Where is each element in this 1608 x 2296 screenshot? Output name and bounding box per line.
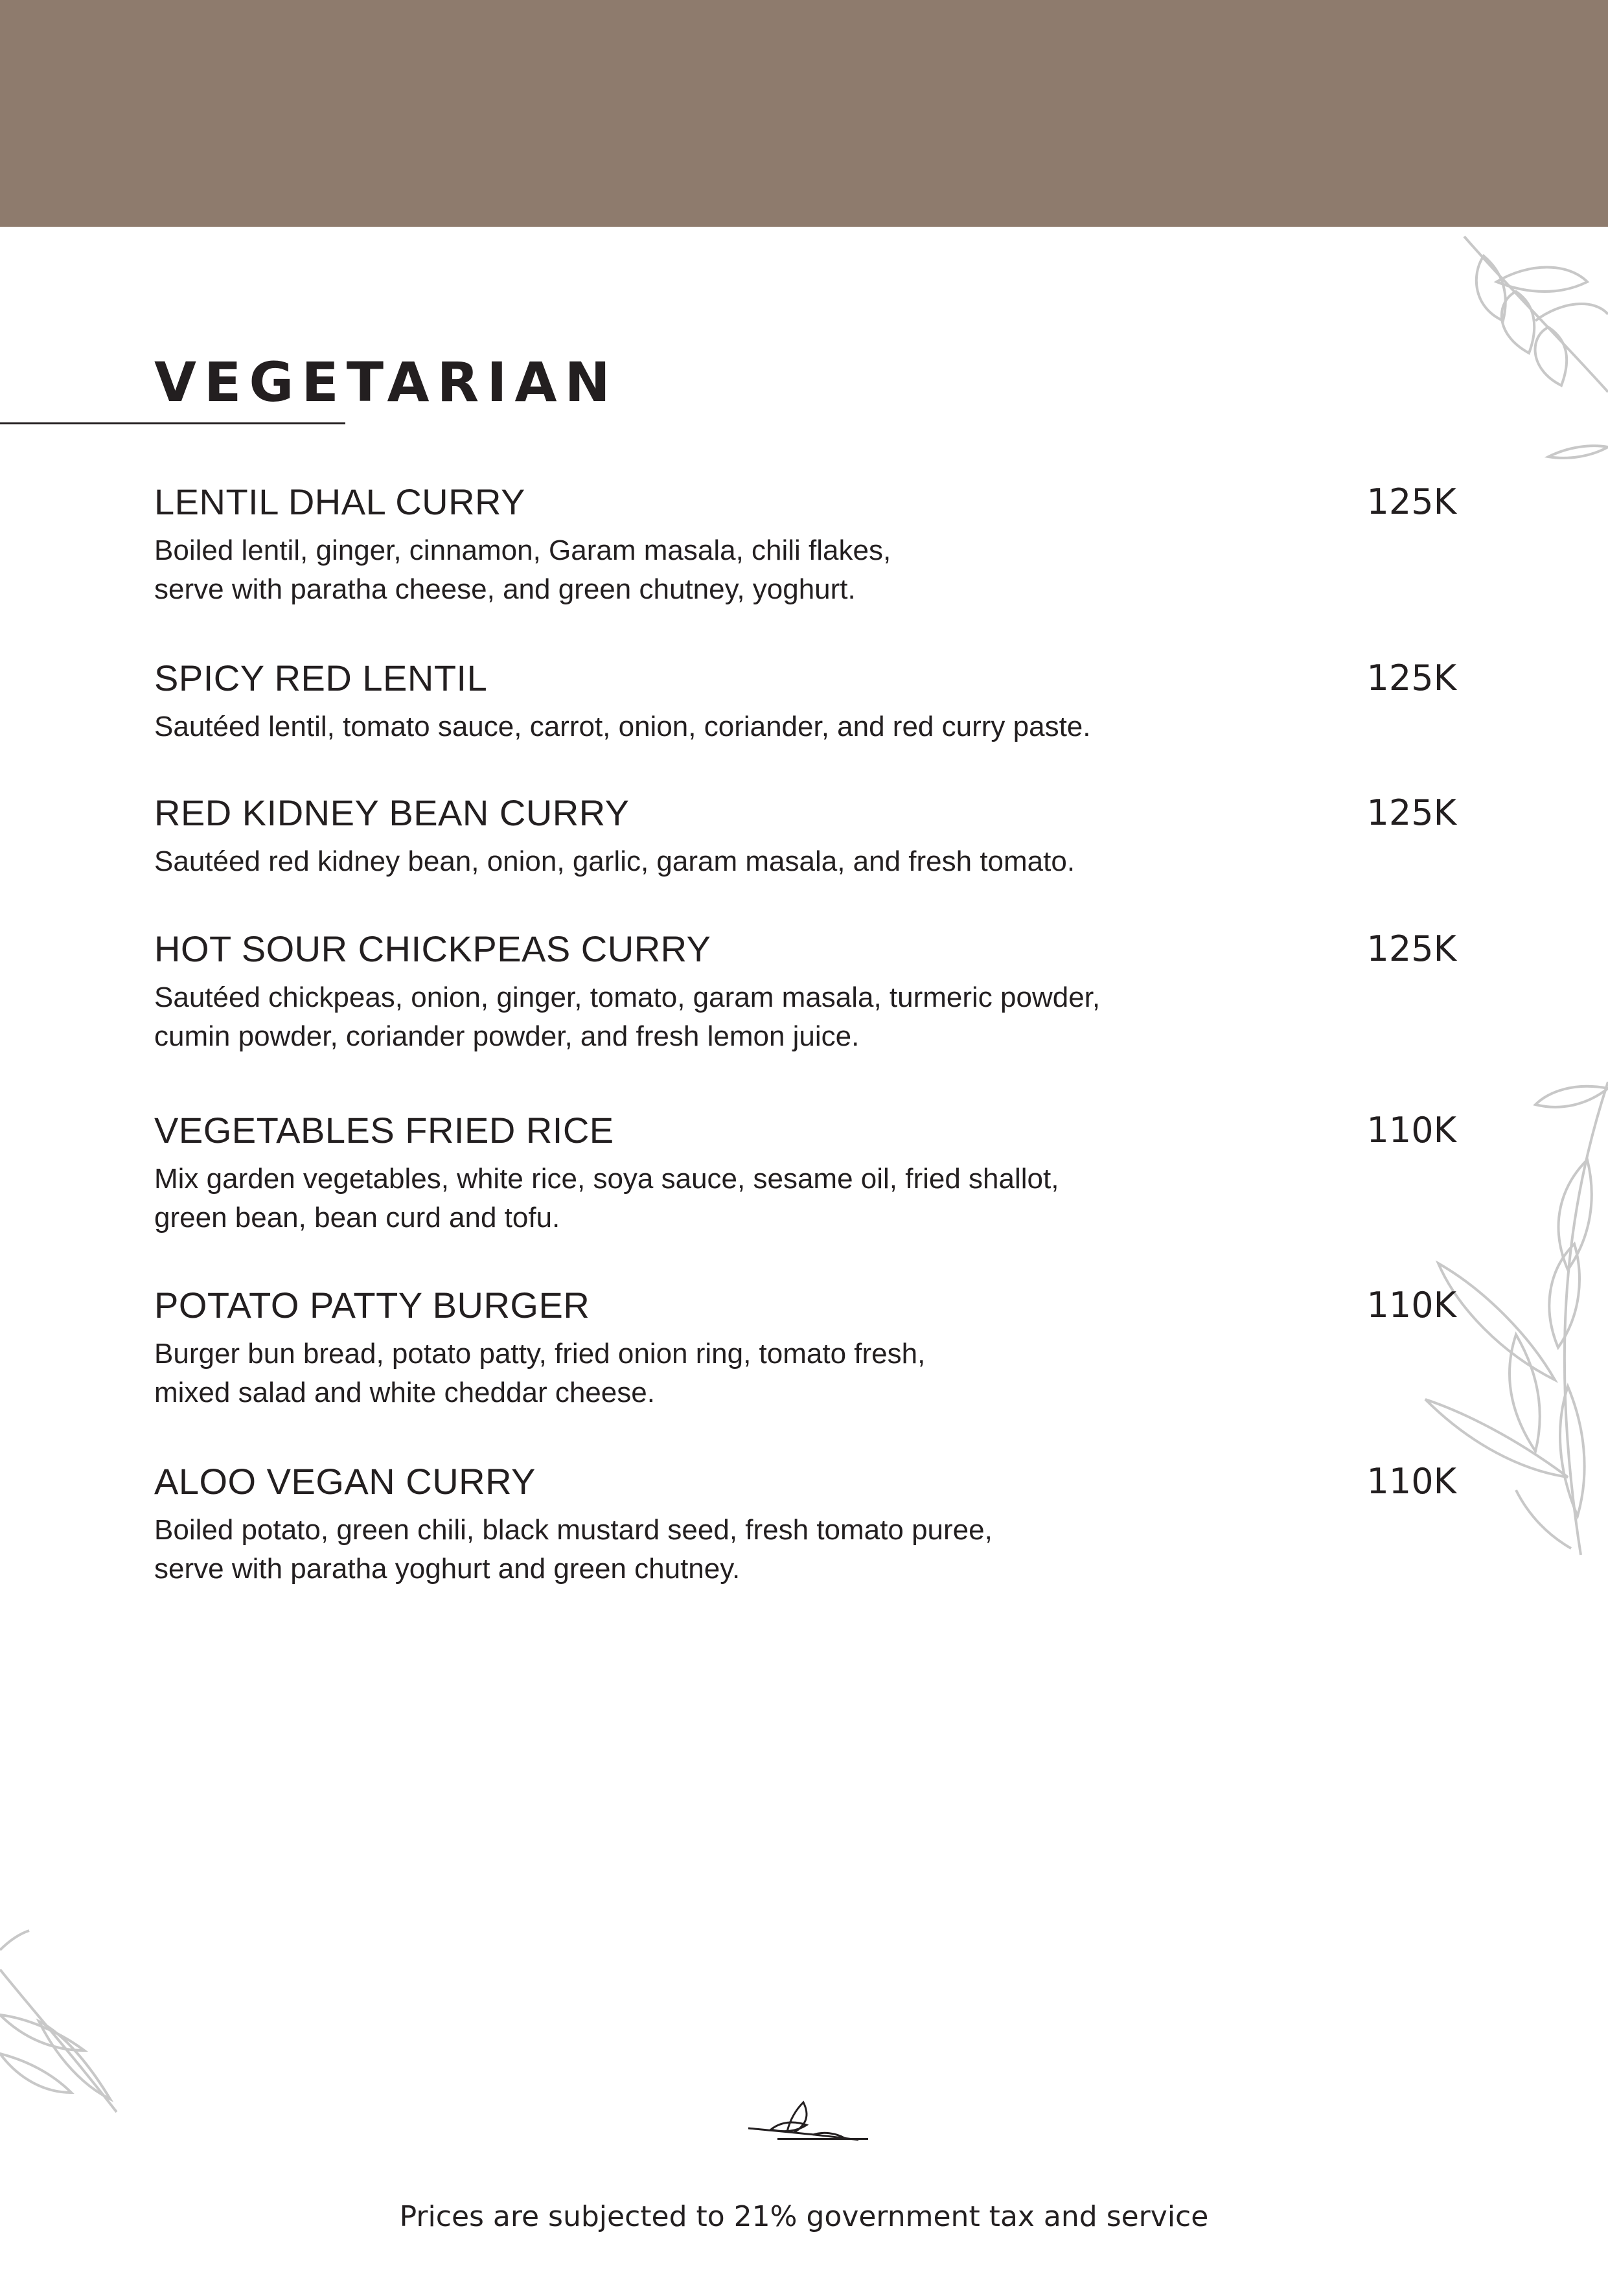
section-title: VEGETARIAN bbox=[154, 350, 618, 414]
menu-item bbox=[154, 473, 1456, 609]
item-name: HOT SOUR CHICKPEAS CURRY bbox=[154, 928, 711, 969]
header-band bbox=[0, 0, 1608, 227]
sprig-icon bbox=[742, 2096, 871, 2161]
menu-item bbox=[154, 1101, 1456, 1237]
item-description bbox=[154, 1335, 1385, 1412]
description-line: cumin powder, coriander powder, and fresh lemon juice. bbox=[154, 1020, 860, 1052]
menu-item bbox=[154, 649, 1456, 746]
description-line: serve with paratha cheese, and green chutney, yoghurt. bbox=[154, 573, 856, 605]
item-name: ALOO VEGAN CURRY bbox=[154, 1461, 536, 1502]
item-description bbox=[154, 842, 1385, 881]
description-line: serve with paratha yoghurt and green chutney. bbox=[154, 1553, 741, 1585]
item-name: RED KIDNEY BEAN CURRY bbox=[154, 792, 630, 833]
item-description bbox=[154, 1511, 1385, 1589]
description-line: Sautéed lentil, tomato sauce, carrot, onion, coriander, and red curry paste. bbox=[154, 711, 1091, 742]
menu-item bbox=[154, 1452, 1456, 1589]
footer-divider bbox=[777, 2138, 868, 2140]
item-price: 125K bbox=[1366, 928, 1456, 969]
title-underline bbox=[0, 422, 345, 424]
leaf-branch-icon bbox=[1458, 224, 1608, 483]
item-price: 125K bbox=[1366, 481, 1456, 522]
description-line: Boiled potato, green chili, black mustard seed, fresh tomato puree, bbox=[154, 1514, 993, 1546]
item-name: POTATO PATTY BURGER bbox=[154, 1285, 590, 1326]
item-name: SPICY RED LENTIL bbox=[154, 658, 488, 698]
menu-item bbox=[154, 1276, 1456, 1412]
description-line: Burger bun bread, potato patty, fried onion ring, tomato fresh, bbox=[154, 1338, 926, 1370]
item-price: 110K bbox=[1366, 1461, 1456, 1502]
menu-item bbox=[154, 784, 1456, 881]
item-description bbox=[154, 707, 1385, 746]
item-price: 125K bbox=[1366, 792, 1456, 833]
item-price: 110K bbox=[1366, 1110, 1456, 1151]
description-line: green bean, bean curd and tofu. bbox=[154, 1202, 560, 1234]
description-line: Boiled lentil, ginger, cinnamon, Garam masala, chili flakes, bbox=[154, 534, 891, 566]
description-line: Sautéed red kidney bean, onion, garlic, garam masala, and fresh tomato. bbox=[154, 845, 1075, 877]
tax-service-note: Prices are subjected to 21% government tax and service bbox=[399, 2200, 1209, 2233]
description-line: Mix garden vegetables, white rice, soya sauce, sesame oil, fried shallot, bbox=[154, 1163, 1059, 1195]
item-description bbox=[154, 531, 1385, 609]
item-description bbox=[154, 1160, 1385, 1237]
description-line: mixed salad and white cheddar cheese. bbox=[154, 1377, 655, 1408]
item-price: 110K bbox=[1366, 1285, 1456, 1326]
leaf-branch-icon bbox=[0, 1905, 123, 2125]
item-name: LENTIL DHAL CURRY bbox=[154, 481, 525, 522]
item-name: VEGETABLES FRIED RICE bbox=[154, 1110, 614, 1151]
menu-item bbox=[154, 920, 1456, 1056]
item-description bbox=[154, 978, 1385, 1056]
description-line: Sautéed chickpeas, onion, ginger, tomato, garam masala, turmeric powder, bbox=[154, 982, 1101, 1013]
item-price: 125K bbox=[1366, 658, 1456, 698]
